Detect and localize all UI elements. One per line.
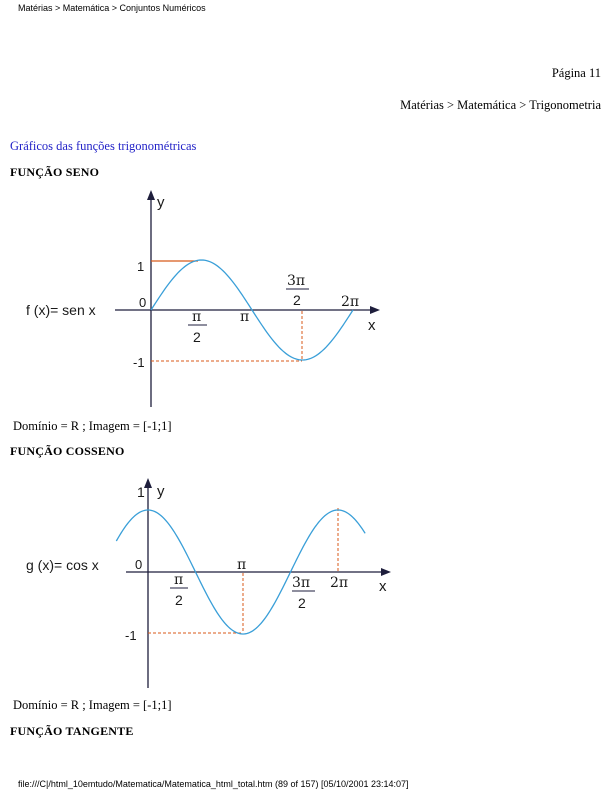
cosine-pi-half-den: 2 — [175, 592, 183, 608]
sine-x-axis-label: x — [368, 317, 376, 334]
sine-pi-half-den: 2 — [193, 329, 201, 345]
sine-y-axis-label: y — [157, 194, 165, 211]
cosine-three-pi-half-den: 2 — [298, 595, 306, 611]
cosine-three-pi-half-num: 3π — [292, 575, 311, 591]
footer-url: file:///C|/html_10emtudo/Matematica/Matematica_html_total.htm (89 of 157) [05/10/2001 23:14:07] — [18, 779, 409, 789]
cosine-y-axis-label: y — [157, 483, 165, 500]
browser-header: Matérias > Matemática > Conjuntos Numéricos — [18, 3, 206, 13]
sine-min-label: -1 — [133, 355, 145, 370]
cosine-max-label: 1 — [137, 484, 145, 500]
sine-max-label: 1 — [137, 259, 145, 274]
sine-pi-label: π — [240, 309, 250, 325]
breadcrumb: Matérias > Matemática > Trigonometria — [400, 98, 601, 112]
cosine-min-label: -1 — [125, 628, 137, 643]
cosine-two-pi-label: 2π — [330, 575, 349, 591]
cosine-graph — [0, 478, 612, 693]
sine-function-label: f (x)= sen x — [26, 302, 96, 318]
sine-x-arrow — [370, 306, 380, 314]
cosine-heading: FUNÇÃO COSSENO — [10, 444, 125, 458]
sine-y-arrow — [147, 190, 155, 200]
sine-pi-half-num: π — [192, 309, 202, 325]
cosine-x-axis-label: x — [379, 578, 387, 595]
cosine-pi-label: π — [237, 557, 247, 573]
sine-heading: FUNÇÃO SENO — [10, 165, 100, 179]
cosine-caption: Domínio = R ; Imagem = [-1;1] — [13, 698, 172, 712]
sine-graph — [0, 185, 612, 415]
cosine-origin-label: 0 — [135, 557, 143, 572]
sine-two-pi-label: 2π — [341, 294, 360, 310]
cosine-pi-half-num: π — [174, 572, 184, 588]
cosine-x-arrow — [381, 568, 391, 576]
tangent-heading: FUNÇÃO TANGENTE — [10, 724, 134, 738]
cosine-y-arrow — [144, 478, 152, 488]
page-number: Página 11 — [551, 66, 601, 80]
cosine-function-label: g (x)= cos x — [26, 557, 99, 573]
section-title: Gráficos das funções trigonométricas — [10, 139, 197, 153]
sine-caption: Domínio = R ; Imagem = [-1;1] — [13, 419, 172, 433]
sine-three-pi-half-num: 3π — [287, 273, 306, 289]
sine-origin-label: 0 — [139, 295, 147, 310]
sine-three-pi-half-den: 2 — [293, 292, 301, 308]
